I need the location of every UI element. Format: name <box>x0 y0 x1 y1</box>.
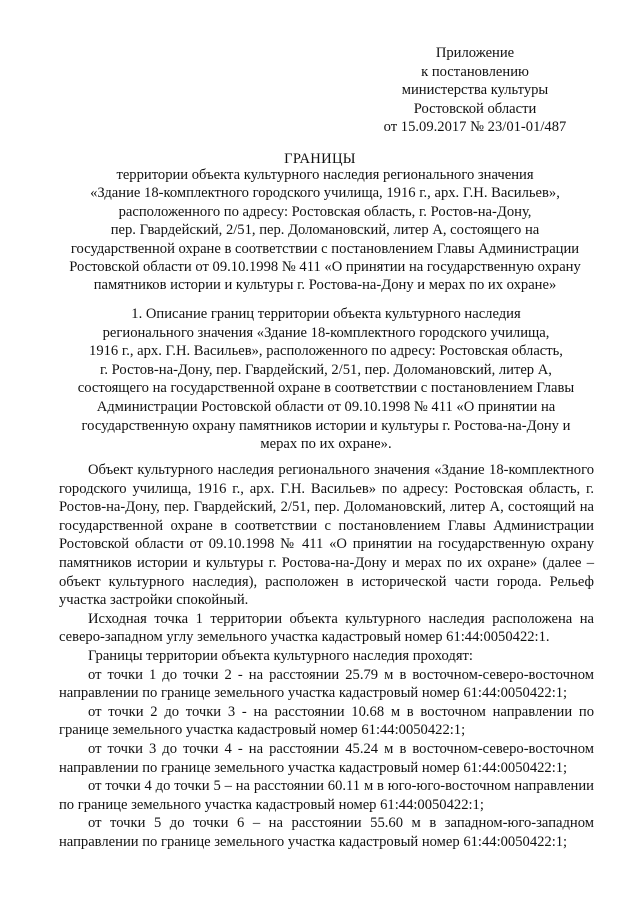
boundary-segment-5-6: от точки 5 до точки 6 – на расстоянии 55.60 м в западном-юго-западном направлении по границе земельного участка кадастровый номер 61:44:0050422:1; <box>59 815 594 850</box>
appendix-line: министерства культуры <box>401 82 549 99</box>
appendix-block <box>370 44 580 137</box>
section-line: 1916 г., арх. Г.Н. Васильев», расположенного по адресу: Ростовская область, <box>89 343 563 360</box>
title-line: пер. Гвардейский, 2/51, пер. Доломановский, литер А, состоящего на <box>110 222 540 239</box>
section-line: регионального значения «Здание 18-комплектного городского училища, <box>102 324 550 341</box>
boundary-segment-3-4: от точки 3 до точки 4 - на расстоянии 45.24 м в восточном-северо-восточном направлении по границе земельного участка кадастровый номер 61:44:0050422:1; <box>59 740 594 776</box>
title-line: памятников истории и культуры г. Ростова-на-Дону и мерах по их охране» <box>93 277 557 294</box>
paragraph-boundaries-intro: Границы территории объекта культурного наследия проходят: <box>88 647 473 664</box>
boundary-segment-1-2: от точки 1 до точки 2 - на расстоянии 25.79 м в восточном-северо-восточном направлении по границе земельного участка кадастровый номер 61:44:0050422:1; <box>59 666 594 702</box>
paragraph-initial-point: Исходная точка 1 территории объекта культурного наследия расположена на северо-западном углу земельного участка кадастровый номер 61:44:0050422:1. <box>59 610 594 646</box>
document-title: ГРАНИЦЫ <box>284 151 356 167</box>
title-line: расположенного по адресу: Ростовская область, г. Ростов-на-Дону, <box>118 203 532 220</box>
title-subheading <box>60 166 590 295</box>
appendix-line: к постановлению <box>421 63 529 80</box>
appendix-line: Приложение <box>435 45 515 61</box>
paragraph-object-description: Объект культурного наследия регионального значения «Здание 18-комплектного городского училища, 1916 г., арх. Г.Н. Васильев» по адресу: Ростовская область, г. Ростов-на-Дону, пер. Гвардейский, 2/51, пер. Доломановский, литер А, состоящий на государственной охране в соответствии с постановлением Главы Администрации Ростовской области от 09.10.1998 № 411 «О принятии на государственную охрану памятников истории и культуры г. Ростова-на-Дону и мерах по их охране» (далее – объект культурного наследия), расположен в исторической части города. Рельеф участка застройки спокойный. <box>59 462 594 609</box>
title-line: государственной охране в соответствии с постановлением Главы Администрации <box>70 240 580 257</box>
title-line: Ростовской области от 09.10.1998 № 411 «О принятии на государственную охрану <box>69 259 581 276</box>
boundary-segment-4-5: от точки 4 до точки 5 – на расстоянии 60.11 м в юго-юго-восточном направлении по границе земельного участка кадастровый номер 61:44:0050422:1; <box>59 778 594 813</box>
section-line: государственную охрану памятников истории и культуры г. Ростова-на-Дону и <box>81 417 571 434</box>
title-line: «Здание 18-комплектного городского училища, 1916 г., арх. Г.Н. Васильев», <box>90 185 560 202</box>
section-line: состоящего на государственной охране в соответствии с постановлением Главы <box>77 380 575 397</box>
title-line: территории объекта культурного наследия регионального значения <box>116 167 534 183</box>
body-text <box>59 461 594 851</box>
boundary-segment-2-3: от точки 2 до точки 3 - на расстоянии 10.68 м в восточном направлении по границе земельного участка кадастровый номер 61:44:0050422:1; <box>59 703 594 739</box>
appendix-line: Ростовской области <box>413 100 537 117</box>
section-line: мерах по их охране». <box>260 436 392 453</box>
appendix-date-number: от 15.09.2017 № 23/01-01/487 <box>383 119 567 136</box>
section-line: г. Ростов-на-Дону, пер. Гвардейский, 2/51, пер. Доломановский, литер А, <box>100 361 552 378</box>
section-line: 1. Описание границ территории объекта культурного наследия <box>131 306 521 322</box>
section-line: Администрации Ростовской области от 09.10.1998 № 411 «О принятии на <box>96 398 556 415</box>
section-1-heading <box>66 305 586 454</box>
